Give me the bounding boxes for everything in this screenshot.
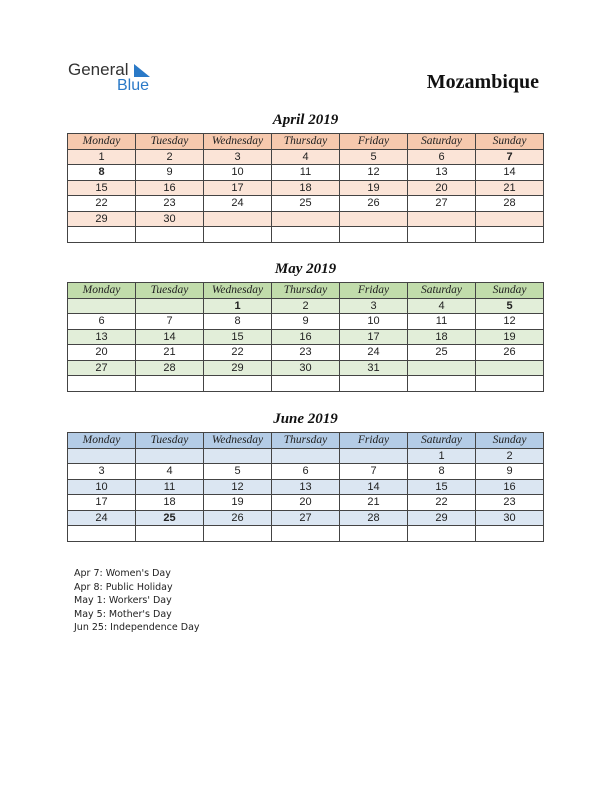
weekday-header: Saturday bbox=[408, 433, 476, 449]
country-title: Mozambique bbox=[426, 71, 539, 93]
week-row bbox=[68, 526, 544, 542]
day-cell: 13 bbox=[272, 479, 340, 495]
day-cell: 28 bbox=[340, 510, 408, 526]
day-cell bbox=[68, 298, 136, 314]
weekday-header: Thursday bbox=[272, 134, 340, 150]
day-cell: 28 bbox=[136, 360, 204, 376]
day-cell: 16 bbox=[476, 479, 544, 495]
weekday-header: Monday bbox=[68, 433, 136, 449]
holiday-note: Apr 7: Women's Day bbox=[74, 568, 171, 579]
weekday-header: Friday bbox=[340, 134, 408, 150]
week-row bbox=[68, 196, 544, 212]
day-cell bbox=[340, 376, 408, 392]
day-cell: 7 bbox=[340, 464, 408, 480]
month-title-may: May 2019 bbox=[274, 261, 337, 277]
day-cell: 19 bbox=[340, 180, 408, 196]
day-cell: 11 bbox=[408, 314, 476, 330]
day-cell bbox=[340, 211, 408, 227]
day-cell: 23 bbox=[272, 345, 340, 361]
weekday-header-row bbox=[68, 433, 544, 449]
holiday-note: May 5: Mother's Day bbox=[74, 608, 172, 620]
day-cell: 12 bbox=[476, 314, 544, 330]
day-cell: 23 bbox=[476, 495, 544, 511]
day-cell: 5 bbox=[204, 464, 272, 480]
day-cell: 6 bbox=[272, 464, 340, 480]
day-cell: 24 bbox=[204, 196, 272, 212]
day-cell: 20 bbox=[272, 495, 340, 511]
day-cell: 29 bbox=[68, 211, 136, 227]
day-cell: 9 bbox=[476, 464, 544, 480]
day-cell: 15 bbox=[204, 329, 272, 345]
day-cell bbox=[476, 526, 544, 542]
day-cell: 31 bbox=[340, 360, 408, 376]
day-cell: 25 bbox=[136, 510, 204, 526]
day-cell bbox=[204, 526, 272, 542]
weekday-header: Wednesday bbox=[204, 433, 272, 449]
day-cell: 4 bbox=[272, 149, 340, 165]
day-cell: 11 bbox=[272, 165, 340, 181]
day-cell: 5 bbox=[340, 149, 408, 165]
day-cell: 26 bbox=[476, 345, 544, 361]
day-cell: 26 bbox=[340, 196, 408, 212]
week-row bbox=[68, 165, 544, 181]
month-title-june: June 2019 bbox=[273, 411, 338, 427]
day-cell: 13 bbox=[408, 165, 476, 181]
week-row bbox=[68, 227, 544, 243]
day-cell bbox=[340, 448, 408, 464]
day-cell bbox=[68, 526, 136, 542]
day-cell: 5 bbox=[476, 298, 544, 314]
day-cell bbox=[408, 376, 476, 392]
day-cell: 4 bbox=[136, 464, 204, 480]
day-cell: 8 bbox=[204, 314, 272, 330]
day-cell bbox=[136, 227, 204, 243]
day-cell: 30 bbox=[476, 510, 544, 526]
day-cell: 9 bbox=[272, 314, 340, 330]
day-cell: 28 bbox=[476, 196, 544, 212]
weekday-header: Wednesday bbox=[204, 134, 272, 150]
day-cell: 30 bbox=[272, 360, 340, 376]
day-cell: 19 bbox=[204, 495, 272, 511]
day-cell: 18 bbox=[272, 180, 340, 196]
day-cell: 13 bbox=[68, 329, 136, 345]
week-row bbox=[68, 298, 544, 314]
day-cell: 2 bbox=[272, 298, 340, 314]
week-row bbox=[68, 314, 544, 330]
weekday-header: Wednesday bbox=[204, 283, 272, 299]
day-cell bbox=[136, 376, 204, 392]
day-cell: 15 bbox=[68, 180, 136, 196]
day-cell: 14 bbox=[476, 165, 544, 181]
day-cell: 6 bbox=[68, 314, 136, 330]
weekday-header: Tuesday bbox=[136, 433, 204, 449]
day-cell: 1 bbox=[68, 149, 136, 165]
day-cell: 17 bbox=[68, 495, 136, 511]
day-cell: 24 bbox=[340, 345, 408, 361]
holiday-notes bbox=[74, 567, 200, 635]
week-row bbox=[68, 345, 544, 361]
weekday-header-row bbox=[68, 283, 544, 299]
weekday-header: Sunday bbox=[476, 433, 544, 449]
week-row bbox=[68, 180, 544, 196]
day-cell bbox=[408, 360, 476, 376]
month-title-april: April 2019 bbox=[272, 112, 339, 128]
day-cell bbox=[476, 376, 544, 392]
day-cell: 20 bbox=[68, 345, 136, 361]
day-cell: 7 bbox=[476, 149, 544, 165]
day-cell: 17 bbox=[340, 329, 408, 345]
day-cell bbox=[136, 526, 204, 542]
day-cell: 22 bbox=[408, 495, 476, 511]
calendar-june bbox=[67, 432, 544, 542]
generalblue-logo bbox=[68, 60, 168, 100]
weekday-header: Friday bbox=[340, 433, 408, 449]
day-cell bbox=[476, 211, 544, 227]
day-cell: 4 bbox=[408, 298, 476, 314]
holiday-note: Jun 25: Independence Day bbox=[74, 622, 200, 634]
week-row bbox=[68, 360, 544, 376]
day-cell: 14 bbox=[136, 329, 204, 345]
day-cell: 10 bbox=[340, 314, 408, 330]
day-cell: 15 bbox=[408, 479, 476, 495]
day-cell: 26 bbox=[204, 510, 272, 526]
day-cell: 3 bbox=[68, 464, 136, 480]
day-cell bbox=[272, 526, 340, 542]
day-cell bbox=[272, 211, 340, 227]
weekday-header: Monday bbox=[68, 283, 136, 299]
day-cell: 22 bbox=[68, 196, 136, 212]
day-cell: 25 bbox=[408, 345, 476, 361]
day-cell bbox=[68, 227, 136, 243]
holiday-note: Apr 8: Public Holiday bbox=[74, 581, 173, 593]
day-cell: 2 bbox=[476, 448, 544, 464]
day-cell: 16 bbox=[136, 180, 204, 196]
day-cell: 29 bbox=[408, 510, 476, 526]
week-row bbox=[68, 329, 544, 345]
weekday-header: Friday bbox=[340, 283, 408, 299]
day-cell bbox=[204, 227, 272, 243]
day-cell bbox=[408, 526, 476, 542]
weekday-header: Tuesday bbox=[136, 134, 204, 150]
day-cell: 16 bbox=[272, 329, 340, 345]
day-cell bbox=[272, 376, 340, 392]
day-cell: 21 bbox=[340, 495, 408, 511]
day-cell bbox=[340, 526, 408, 542]
day-cell: 27 bbox=[272, 510, 340, 526]
day-cell bbox=[272, 227, 340, 243]
day-cell: 2 bbox=[136, 149, 204, 165]
day-cell: 20 bbox=[408, 180, 476, 196]
day-cell bbox=[204, 376, 272, 392]
week-row bbox=[68, 448, 544, 464]
day-cell bbox=[204, 448, 272, 464]
day-cell: 21 bbox=[476, 180, 544, 196]
day-cell bbox=[408, 227, 476, 243]
day-cell: 27 bbox=[68, 360, 136, 376]
weekday-header: Tuesday bbox=[136, 283, 204, 299]
day-cell: 17 bbox=[204, 180, 272, 196]
day-cell: 3 bbox=[340, 298, 408, 314]
day-cell: 19 bbox=[476, 329, 544, 345]
day-cell: 30 bbox=[136, 211, 204, 227]
day-cell bbox=[408, 211, 476, 227]
weekday-header: Saturday bbox=[408, 283, 476, 299]
day-cell: 6 bbox=[408, 149, 476, 165]
day-cell: 8 bbox=[68, 165, 136, 181]
weekday-header: Thursday bbox=[272, 283, 340, 299]
weekday-header: Sunday bbox=[476, 134, 544, 150]
day-cell: 1 bbox=[408, 448, 476, 464]
weekday-header: Saturday bbox=[408, 134, 476, 150]
day-cell: 14 bbox=[340, 479, 408, 495]
day-cell bbox=[68, 448, 136, 464]
weekday-header: Monday bbox=[68, 134, 136, 150]
day-cell: 9 bbox=[136, 165, 204, 181]
week-row bbox=[68, 495, 544, 511]
day-cell bbox=[272, 448, 340, 464]
day-cell: 18 bbox=[408, 329, 476, 345]
day-cell: 12 bbox=[204, 479, 272, 495]
day-cell: 8 bbox=[408, 464, 476, 480]
calendar-april bbox=[67, 133, 544, 243]
day-cell: 10 bbox=[68, 479, 136, 495]
day-cell: 24 bbox=[68, 510, 136, 526]
day-cell bbox=[204, 211, 272, 227]
weekday-header: Sunday bbox=[476, 283, 544, 299]
logo-text-blue: Blue bbox=[117, 77, 150, 94]
day-cell bbox=[136, 448, 204, 464]
weekday-header: Thursday bbox=[272, 433, 340, 449]
day-cell: 23 bbox=[136, 196, 204, 212]
day-cell bbox=[476, 360, 544, 376]
day-cell: 18 bbox=[136, 495, 204, 511]
day-cell: 7 bbox=[136, 314, 204, 330]
week-row bbox=[68, 376, 544, 392]
logo-text-general: General bbox=[68, 60, 129, 79]
calendar-may bbox=[67, 282, 544, 392]
day-cell: 21 bbox=[136, 345, 204, 361]
day-cell bbox=[68, 376, 136, 392]
day-cell: 27 bbox=[408, 196, 476, 212]
day-cell bbox=[136, 298, 204, 314]
day-cell bbox=[476, 227, 544, 243]
day-cell: 22 bbox=[204, 345, 272, 361]
day-cell: 1 bbox=[204, 298, 272, 314]
week-row bbox=[68, 149, 544, 165]
holiday-note: May 1: Workers' Day bbox=[74, 595, 172, 607]
week-row bbox=[68, 510, 544, 526]
week-row bbox=[68, 479, 544, 495]
day-cell: 11 bbox=[136, 479, 204, 495]
weekday-header-row bbox=[68, 134, 544, 150]
day-cell: 3 bbox=[204, 149, 272, 165]
day-cell: 25 bbox=[272, 196, 340, 212]
day-cell: 10 bbox=[204, 165, 272, 181]
day-cell bbox=[340, 227, 408, 243]
week-row bbox=[68, 211, 544, 227]
week-row bbox=[68, 464, 544, 480]
day-cell: 12 bbox=[340, 165, 408, 181]
day-cell: 29 bbox=[204, 360, 272, 376]
